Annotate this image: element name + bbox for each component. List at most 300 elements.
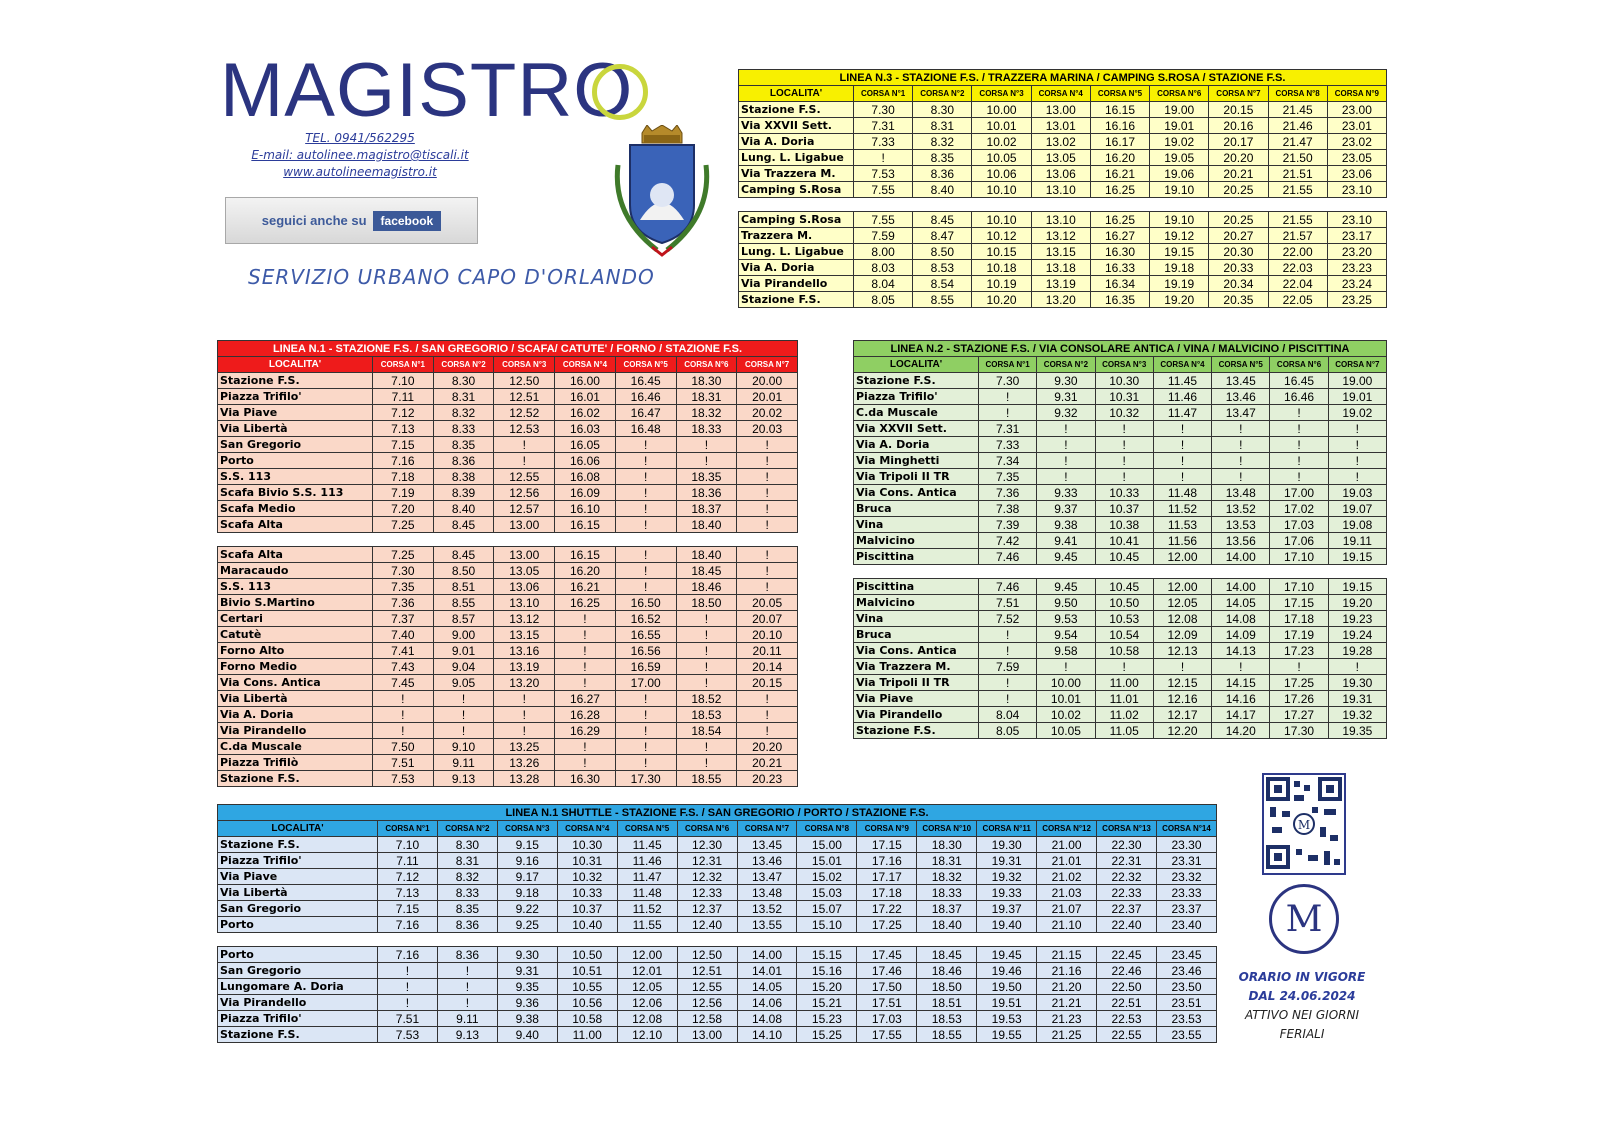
departure-time: 12.55 <box>677 979 737 995</box>
departure-time: 8.32 <box>433 405 494 421</box>
departure-time: ! <box>1153 469 1211 485</box>
column-header-corsa: CORSA N°1 <box>378 821 438 837</box>
departure-time: 19.06 <box>1150 166 1209 182</box>
stop-name: Stazione F.S. <box>854 723 979 739</box>
crest-icon <box>612 125 712 260</box>
departure-time: 20.10 <box>737 627 798 643</box>
website-link[interactable]: www.autolineemagistro.it <box>283 165 437 179</box>
line3-timetable <box>738 69 1387 308</box>
departure-time: 19.12 <box>1150 228 1209 244</box>
stop-name: Scafa Alta <box>218 517 373 533</box>
stop-name: Piscittina <box>854 549 979 565</box>
column-header-corsa: CORSA N°5 <box>1090 86 1149 102</box>
departure-time: 19.15 <box>1328 549 1386 565</box>
stop-name: Stazione F.S. <box>854 373 979 389</box>
departure-time: 10.51 <box>557 963 617 979</box>
departure-time: 20.14 <box>737 659 798 675</box>
departure-time: ! <box>737 691 798 707</box>
departure-time: 9.17 <box>497 869 557 885</box>
table-row <box>854 643 1387 659</box>
stop-name: Piscittina <box>854 579 979 595</box>
departure-time: 20.15 <box>1209 102 1268 118</box>
departure-time: 23.51 <box>1156 995 1216 1011</box>
departure-time: 19.02 <box>1150 134 1209 150</box>
departure-time: 19.40 <box>977 917 1037 933</box>
departure-time: 10.37 <box>1095 501 1153 517</box>
departure-time: 20.01 <box>737 389 798 405</box>
departure-time: 10.38 <box>1095 517 1153 533</box>
departure-time: ! <box>615 739 676 755</box>
stop-name: Catutè <box>218 627 373 643</box>
departure-time: 9.11 <box>433 755 494 771</box>
departure-time: 23.53 <box>1156 1011 1216 1027</box>
column-header-corsa: CORSA N°7 <box>1209 86 1268 102</box>
departure-time: 14.05 <box>737 979 797 995</box>
stop-name: Stazione F.S. <box>739 292 854 308</box>
table-row <box>739 166 1387 182</box>
column-header-corsa: CORSA N°12 <box>1037 821 1097 837</box>
stop-name: Via Pirandello <box>854 707 979 723</box>
departure-time: 23.55 <box>1156 1027 1216 1043</box>
departure-time: 13.12 <box>1031 228 1090 244</box>
departure-time: 7.11 <box>378 853 438 869</box>
departure-time: 18.30 <box>917 837 977 853</box>
column-header-corsa: CORSA N°7 <box>1328 357 1386 373</box>
departure-time: 13.45 <box>1212 373 1270 389</box>
departure-time: 8.36 <box>433 453 494 469</box>
departure-time: 9.30 <box>1037 373 1095 389</box>
departure-time: 7.55 <box>854 212 913 228</box>
line2-timetable <box>853 340 1387 739</box>
departure-time: 16.59 <box>615 659 676 675</box>
departure-time: 8.45 <box>433 517 494 533</box>
stop-name: Malvicino <box>854 595 979 611</box>
departure-time: 8.53 <box>913 260 972 276</box>
departure-time: 12.00 <box>1153 579 1211 595</box>
departure-time: 16.02 <box>555 405 616 421</box>
departure-time: 18.50 <box>917 979 977 995</box>
departure-time: ! <box>615 501 676 517</box>
departure-time: 8.38 <box>433 469 494 485</box>
table-row <box>854 723 1387 739</box>
departure-time: ! <box>737 723 798 739</box>
table-row <box>854 517 1387 533</box>
departure-time: 23.06 <box>1327 166 1386 182</box>
phone-link[interactable]: TEL. 0941/562295 <box>305 131 415 145</box>
departure-time: ! <box>615 723 676 739</box>
departure-time: 7.53 <box>378 1027 438 1043</box>
departure-time: 23.31 <box>1156 853 1216 869</box>
departure-time: 7.45 <box>373 675 434 691</box>
departure-time: 12.05 <box>1153 595 1211 611</box>
departure-time: 7.43 <box>373 659 434 675</box>
departure-time: 15.25 <box>797 1027 857 1043</box>
departure-time: 10.12 <box>972 228 1031 244</box>
column-header-corsa: CORSA N°2 <box>1037 357 1095 373</box>
departure-time: 8.33 <box>433 421 494 437</box>
departure-time: 12.57 <box>494 501 555 517</box>
table-row <box>854 675 1387 691</box>
departure-time: 19.00 <box>1328 373 1386 389</box>
departure-time: 11.46 <box>1153 389 1211 405</box>
departure-time: 17.18 <box>857 885 917 901</box>
departure-time: 7.10 <box>373 373 434 389</box>
departure-time: 13.05 <box>1031 150 1090 166</box>
departure-time: 23.45 <box>1156 947 1216 963</box>
departure-time: 20.35 <box>1209 292 1268 308</box>
stop-name: Maracaudo <box>218 563 373 579</box>
facebook-banner[interactable] <box>225 197 478 244</box>
departure-time: 10.37 <box>557 901 617 917</box>
departure-time: ! <box>737 547 798 563</box>
departure-time: 7.52 <box>979 611 1037 627</box>
departure-time: 13.52 <box>1212 501 1270 517</box>
departure-time: ! <box>1095 421 1153 437</box>
departure-time: 11.47 <box>1153 405 1211 421</box>
departure-time: 17.02 <box>1270 501 1328 517</box>
departure-time: 20.00 <box>737 373 798 389</box>
departure-time: 19.01 <box>1328 389 1386 405</box>
stop-name: Forno Alto <box>218 643 373 659</box>
departure-time: ! <box>615 707 676 723</box>
departure-time: 7.34 <box>979 453 1037 469</box>
departure-time: 12.20 <box>1153 723 1211 739</box>
departure-time: 23.00 <box>1327 102 1386 118</box>
table-row <box>218 627 798 643</box>
departure-time: 15.07 <box>797 901 857 917</box>
departure-time: 14.10 <box>737 1027 797 1043</box>
departure-time: 16.25 <box>1090 212 1149 228</box>
departure-time: 10.02 <box>972 134 1031 150</box>
departure-time: 18.51 <box>917 995 977 1011</box>
departure-time: 21.01 <box>1037 853 1097 869</box>
departure-time: 10.56 <box>557 995 617 1011</box>
departure-time: 16.30 <box>1090 244 1149 260</box>
departure-time: 7.10 <box>378 837 438 853</box>
departure-time: ! <box>433 707 494 723</box>
departure-time: 14.13 <box>1212 643 1270 659</box>
stop-name: San Gregorio <box>218 901 378 917</box>
departure-time: 7.18 <box>373 469 434 485</box>
departure-time: 8.50 <box>913 244 972 260</box>
departure-time: ! <box>373 691 434 707</box>
departure-time: 23.10 <box>1327 212 1386 228</box>
departure-time: 7.30 <box>373 563 434 579</box>
departure-time: 10.31 <box>1095 389 1153 405</box>
qr-code-icon[interactable] <box>1262 773 1346 875</box>
departure-time: 20.27 <box>1209 228 1268 244</box>
table-row <box>218 691 798 707</box>
stop-name: Stazione F.S. <box>218 373 373 389</box>
departure-time: 13.20 <box>1031 292 1090 308</box>
departure-time: 13.56 <box>1212 533 1270 549</box>
departure-time: 23.02 <box>1327 134 1386 150</box>
departure-time: 9.38 <box>497 1011 557 1027</box>
departure-time: 19.55 <box>977 1027 1037 1043</box>
departure-time: 13.06 <box>1031 166 1090 182</box>
departure-time: 21.57 <box>1268 228 1327 244</box>
stop-name: Via Pirandello <box>218 723 373 739</box>
departure-time: 10.32 <box>1095 405 1153 421</box>
departure-time: 11.00 <box>557 1027 617 1043</box>
departure-time: 17.27 <box>1270 707 1328 723</box>
departure-time: ! <box>555 659 616 675</box>
stop-name: Stazione F.S. <box>218 837 378 853</box>
departure-time: 8.55 <box>433 595 494 611</box>
departure-time: 9.35 <box>497 979 557 995</box>
column-header-corsa: CORSA N°1 <box>854 86 913 102</box>
departure-time: 13.10 <box>1031 182 1090 198</box>
stop-name: Via Libertà <box>218 885 378 901</box>
departure-time: 13.47 <box>737 869 797 885</box>
departure-time: ! <box>615 691 676 707</box>
departure-time: 16.25 <box>555 595 616 611</box>
departure-time: 22.46 <box>1097 963 1157 979</box>
table-row <box>218 563 798 579</box>
departure-time: 18.55 <box>917 1027 977 1043</box>
departure-time: 12.50 <box>494 373 555 389</box>
departure-time: 16.25 <box>1090 182 1149 198</box>
departure-time: 20.05 <box>737 595 798 611</box>
departure-time: 16.15 <box>555 547 616 563</box>
departure-time: ! <box>737 707 798 723</box>
departure-time: 16.29 <box>555 723 616 739</box>
departure-time: 17.16 <box>857 853 917 869</box>
departure-time: 19.37 <box>977 901 1037 917</box>
departure-time: 12.09 <box>1153 627 1211 643</box>
validity-line-3: ATTIVO NEI GIORNI <box>1244 1008 1360 1022</box>
departure-time: 13.48 <box>737 885 797 901</box>
departure-time: 14.20 <box>1212 723 1270 739</box>
table-row <box>218 611 798 627</box>
departure-time: 19.30 <box>1328 675 1386 691</box>
stop-name: Via Cons. Antica <box>854 485 979 501</box>
departure-time: 15.15 <box>797 947 857 963</box>
departure-time: 10.33 <box>1095 485 1153 501</box>
stop-name: Porto <box>218 917 378 933</box>
departure-time: 8.04 <box>979 707 1037 723</box>
departure-time: ! <box>979 627 1037 643</box>
table-row <box>739 134 1387 150</box>
departure-time: 12.15 <box>1153 675 1211 691</box>
stop-name: Via Trazzera M. <box>739 166 854 182</box>
departure-time: 7.11 <box>373 389 434 405</box>
departure-time: 12.55 <box>494 469 555 485</box>
departure-time: 7.20 <box>373 501 434 517</box>
departure-time: 23.23 <box>1327 260 1386 276</box>
departure-time: 18.46 <box>676 579 737 595</box>
departure-time: 19.00 <box>1150 102 1209 118</box>
departure-time: 21.23 <box>1037 1011 1097 1027</box>
table-row <box>218 453 798 469</box>
table-row <box>218 547 798 563</box>
departure-time: ! <box>1328 453 1386 469</box>
departure-time: 19.18 <box>1150 260 1209 276</box>
departure-time: 14.16 <box>1212 691 1270 707</box>
departure-time: 8.39 <box>433 485 494 501</box>
column-header-corsa: CORSA N°9 <box>1327 86 1386 102</box>
departure-time: 7.51 <box>373 755 434 771</box>
departure-time: 18.53 <box>917 1011 977 1027</box>
departure-time: 16.16 <box>1090 118 1149 134</box>
departure-time: 21.03 <box>1037 885 1097 901</box>
departure-time: 10.00 <box>1037 675 1095 691</box>
departure-time: 16.15 <box>555 517 616 533</box>
stop-name: S.S. 113 <box>218 469 373 485</box>
departure-time: 11.47 <box>617 869 677 885</box>
departure-time: 14.00 <box>1212 579 1270 595</box>
departure-time: 19.46 <box>977 963 1037 979</box>
stop-name: Via Pirandello <box>739 276 854 292</box>
departure-time: 18.30 <box>676 373 737 389</box>
table-row <box>218 469 798 485</box>
column-header-corsa: CORSA N°6 <box>677 821 737 837</box>
departure-time: 7.42 <box>979 533 1037 549</box>
departure-time: 9.30 <box>497 947 557 963</box>
stop-name: Via Tripoli II TR <box>854 469 979 485</box>
departure-time: ! <box>1037 437 1095 453</box>
departure-time: 21.00 <box>1037 837 1097 853</box>
departure-time: 8.04 <box>854 276 913 292</box>
departure-time: 12.40 <box>677 917 737 933</box>
stop-name: Scafa Alta <box>218 547 373 563</box>
departure-time: 7.39 <box>979 517 1037 533</box>
departure-time: 15.02 <box>797 869 857 885</box>
departure-time: 13.15 <box>1031 244 1090 260</box>
departure-time: ! <box>1328 421 1386 437</box>
stop-name: Piazza Trifilo' <box>218 1011 378 1027</box>
departure-time: 12.06 <box>617 995 677 1011</box>
column-header-corsa: CORSA N°4 <box>557 821 617 837</box>
departure-time: 12.00 <box>617 947 677 963</box>
table-row <box>739 276 1387 292</box>
brand-logo <box>220 48 660 133</box>
stop-name: Via A. Doria <box>218 707 373 723</box>
departure-time: 21.47 <box>1268 134 1327 150</box>
departure-time: 10.06 <box>972 166 1031 182</box>
table-title: LINEA N.1 - STAZIONE F.S. / SAN GREGORIO / SCAFA/ CATUTE' / FORNO / STAZIONE F.S. <box>218 341 798 357</box>
departure-time: 9.25 <box>497 917 557 933</box>
departure-time: 7.33 <box>854 134 913 150</box>
table-row <box>739 228 1387 244</box>
column-header-corsa: CORSA N°5 <box>615 357 676 373</box>
departure-time: 21.10 <box>1037 917 1097 933</box>
stop-name: Scafa Medio <box>218 501 373 517</box>
stop-name: Certari <box>218 611 373 627</box>
departure-time: 9.50 <box>1037 595 1095 611</box>
departure-time: ! <box>615 755 676 771</box>
departure-time: 13.19 <box>1031 276 1090 292</box>
table-row <box>218 917 1217 933</box>
departure-time: 13.01 <box>1031 118 1090 134</box>
departure-time: 14.06 <box>737 995 797 1011</box>
table-row <box>218 437 798 453</box>
departure-time: ! <box>1212 659 1270 675</box>
column-header-localita: LOCALITA' <box>854 357 979 373</box>
table-title: LINEA N.1 SHUTTLE - STAZIONE F.S. / SAN GREGORIO / PORTO / STAZIONE F.S. <box>218 805 1217 821</box>
departure-time: 10.53 <box>1095 611 1153 627</box>
departure-time: ! <box>1212 469 1270 485</box>
table-row <box>218 1011 1217 1027</box>
departure-time: ! <box>433 723 494 739</box>
departure-time: 22.50 <box>1097 979 1157 995</box>
departure-time: 14.01 <box>737 963 797 979</box>
departure-time: 9.31 <box>1037 389 1095 405</box>
departure-time: ! <box>1095 437 1153 453</box>
departure-time: 17.45 <box>857 947 917 963</box>
departure-time: 16.27 <box>1090 228 1149 244</box>
departure-time: 22.30 <box>1097 837 1157 853</box>
departure-time: ! <box>1037 659 1095 675</box>
table-row <box>739 102 1387 118</box>
departure-time: 8.03 <box>854 260 913 276</box>
departure-time: 20.25 <box>1209 212 1268 228</box>
departure-time: 18.36 <box>676 485 737 501</box>
table-row <box>854 373 1387 389</box>
departure-time: 19.33 <box>977 885 1037 901</box>
departure-time: 7.33 <box>979 437 1037 453</box>
departure-time: 20.34 <box>1209 276 1268 292</box>
departure-time: ! <box>737 437 798 453</box>
departure-time: 18.37 <box>917 901 977 917</box>
departure-time: 7.13 <box>378 885 438 901</box>
departure-time: ! <box>676 453 737 469</box>
departure-time: 10.00 <box>972 102 1031 118</box>
departure-time: ! <box>615 563 676 579</box>
departure-time: 8.32 <box>437 869 497 885</box>
departure-time: 12.05 <box>617 979 677 995</box>
column-header-corsa: CORSA N°2 <box>433 357 494 373</box>
departure-time: 21.55 <box>1268 212 1327 228</box>
departure-time: 21.20 <box>1037 979 1097 995</box>
departure-time: ! <box>1212 453 1270 469</box>
departure-time: 16.20 <box>555 563 616 579</box>
column-header-corsa: CORSA N°9 <box>857 821 917 837</box>
departure-time: ! <box>378 995 438 1011</box>
stop-name: Via XXVII Sett. <box>854 421 979 437</box>
departure-time: 9.10 <box>433 739 494 755</box>
departure-time: 22.32 <box>1097 869 1157 885</box>
departure-time: 16.35 <box>1090 292 1149 308</box>
table-row <box>854 691 1387 707</box>
departure-time: 22.45 <box>1097 947 1157 963</box>
departure-time: 9.16 <box>497 853 557 869</box>
departure-time: 8.36 <box>913 166 972 182</box>
departure-time: 13.06 <box>494 579 555 595</box>
departure-time: ! <box>1153 659 1211 675</box>
departure-time: 7.36 <box>373 595 434 611</box>
departure-time: 18.40 <box>917 917 977 933</box>
departure-time: 16.50 <box>615 595 676 611</box>
departure-time: ! <box>1270 437 1328 453</box>
table-row <box>218 643 798 659</box>
departure-time: 16.46 <box>615 389 676 405</box>
departure-time: 19.02 <box>1328 405 1386 421</box>
departure-time: 17.46 <box>857 963 917 979</box>
departure-time: 11.01 <box>1095 691 1153 707</box>
table-row <box>854 485 1387 501</box>
departure-time: 16.21 <box>555 579 616 595</box>
departure-time: ! <box>615 437 676 453</box>
departure-time: 10.30 <box>557 837 617 853</box>
departure-time: 12.37 <box>677 901 737 917</box>
stop-name: Piazza Trifilo' <box>218 389 373 405</box>
departure-time: 7.13 <box>373 421 434 437</box>
departure-time: 17.06 <box>1270 533 1328 549</box>
email-link[interactable]: E-mail: autolinee.magistro@tiscali.it <box>251 148 469 162</box>
departure-time: 17.55 <box>857 1027 917 1043</box>
departure-time: 10.45 <box>1095 579 1153 595</box>
